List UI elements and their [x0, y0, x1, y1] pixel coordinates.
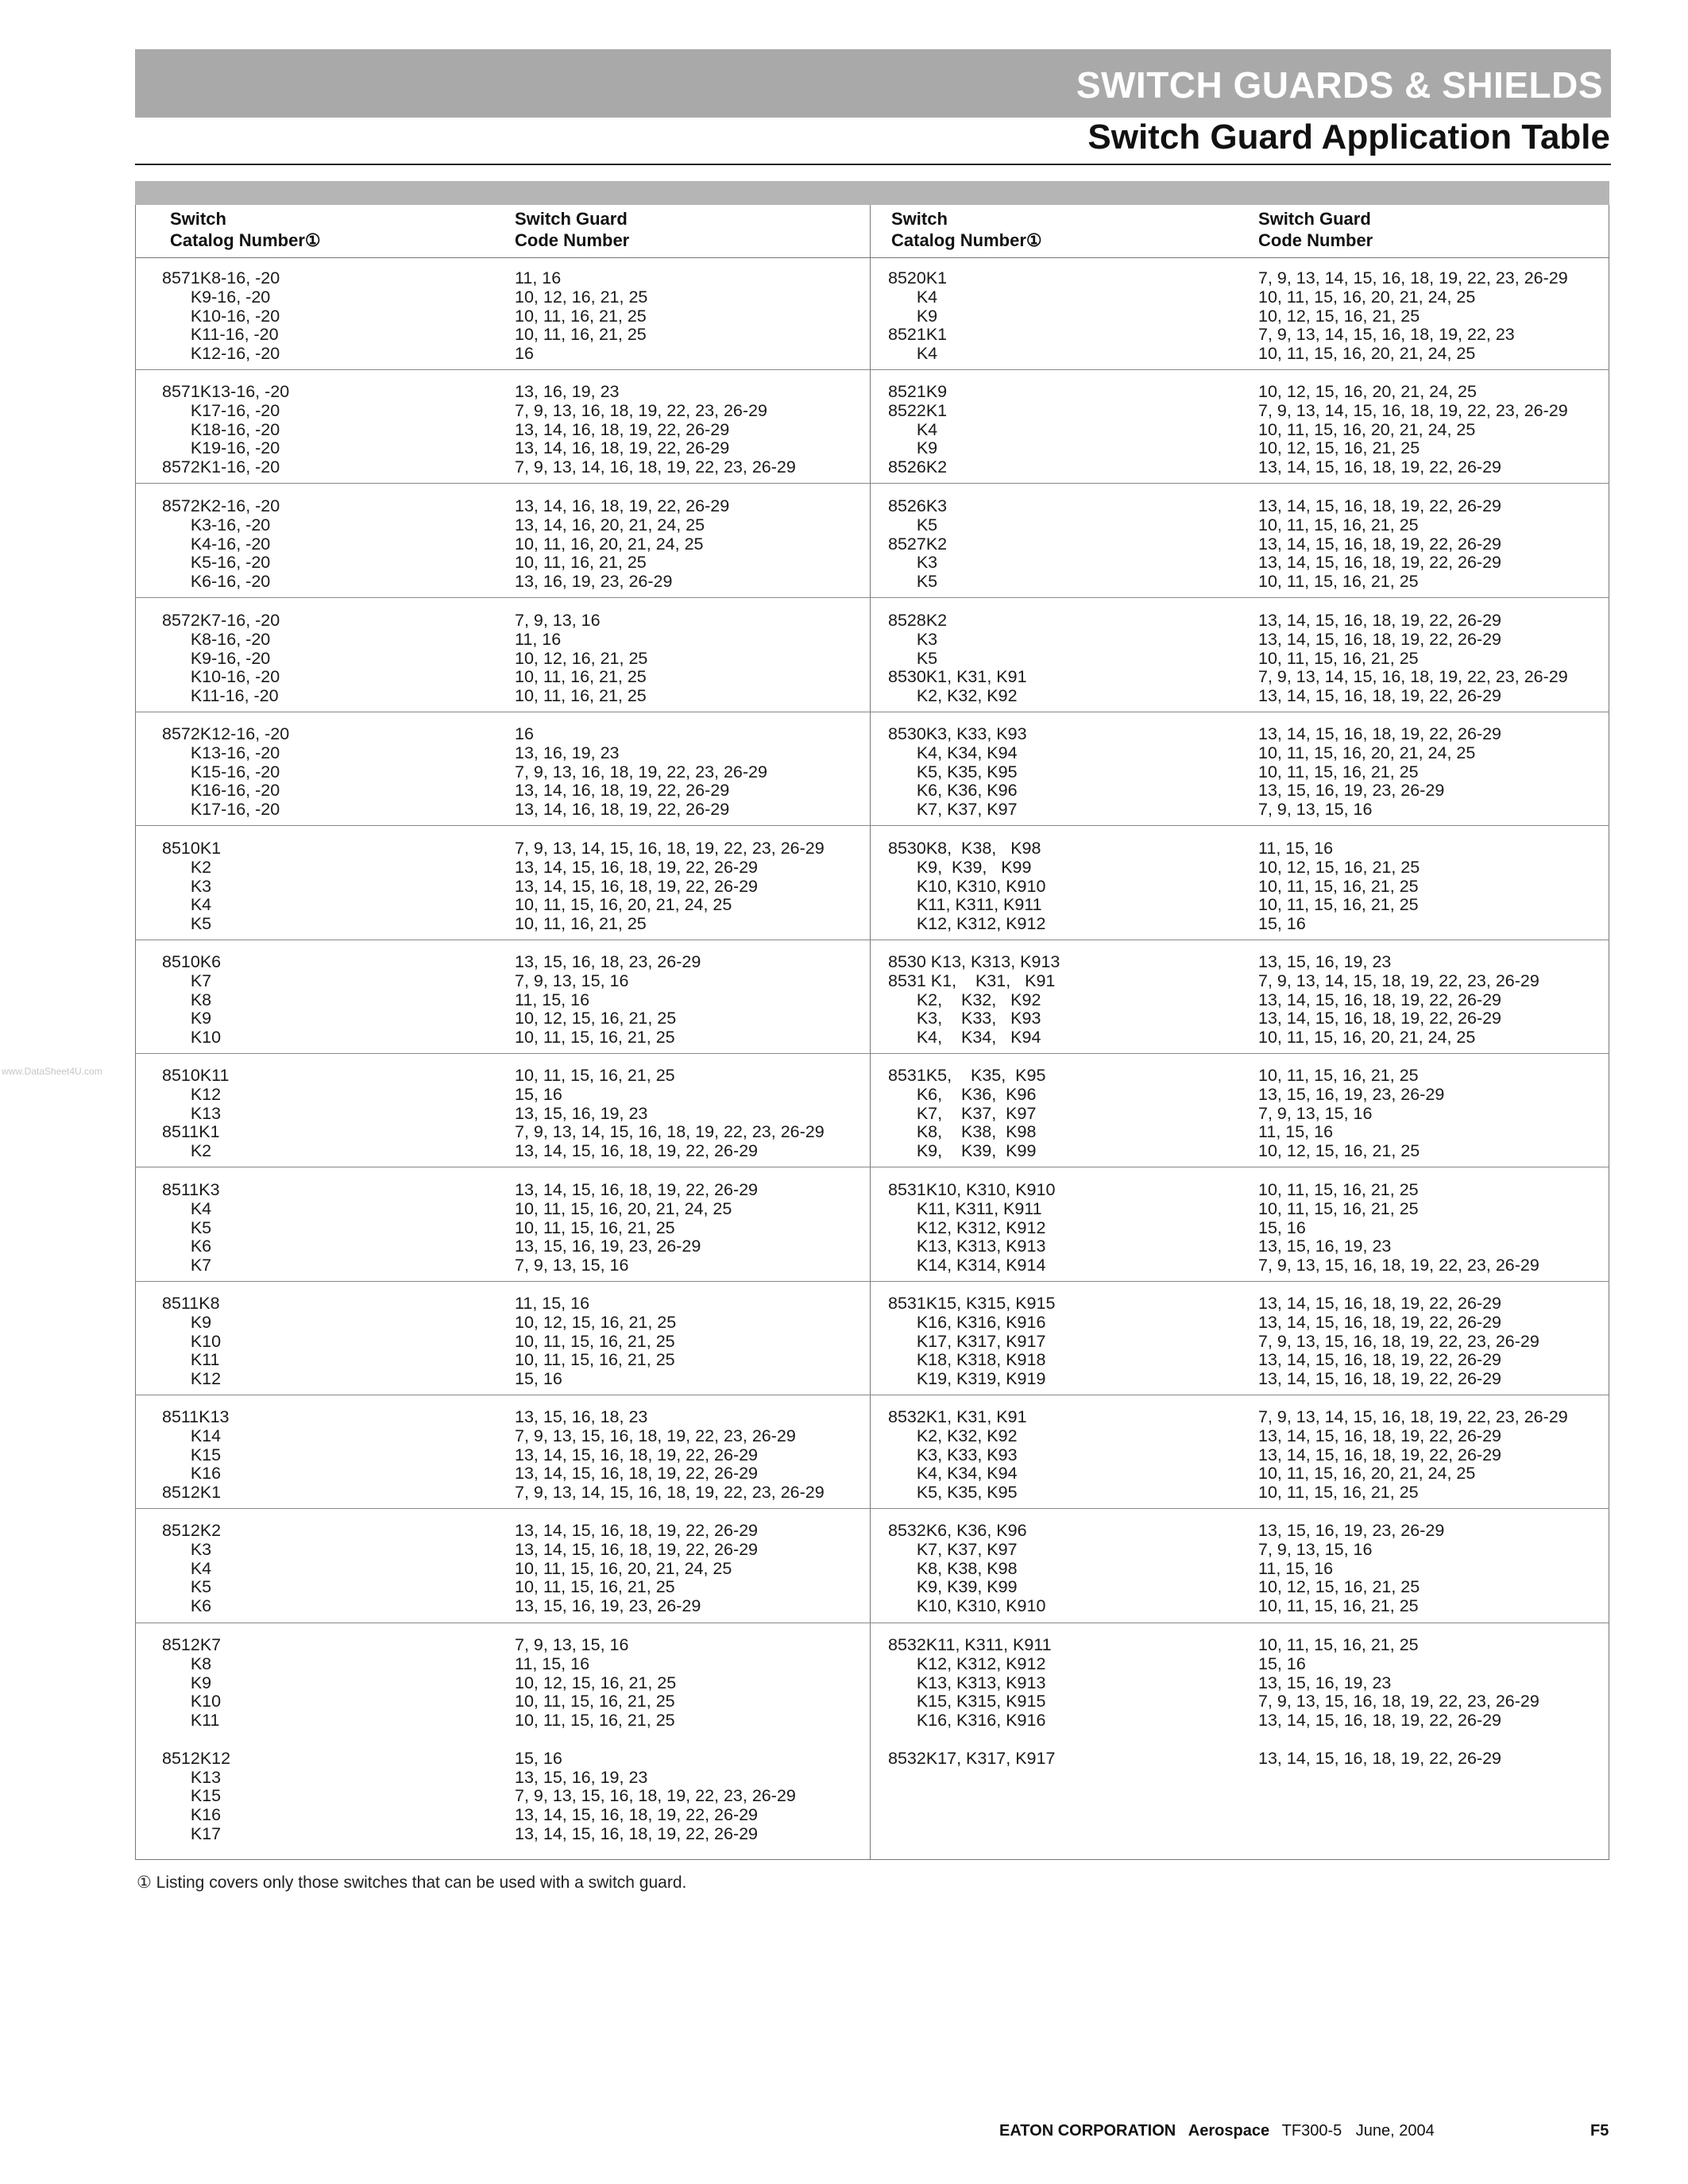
table-cell-codes-left: 7, 9, 13, 16 11, 16 10, 12, 16, 21, 25 10, 11, 16, 21, 25 10, 11, 16, 21, 25	[515, 611, 648, 706]
table-cell-codes-left: 13, 14, 16, 18, 19, 22, 26-29 13, 14, 16, 20, 21, 24, 25 10, 11, 16, 20, 21, 24, 25 10, 11, 16, 21, 25 13, 16, 19, 23, 26-29	[515, 496, 730, 592]
table-cell-catalog-left: 8510K1 K2 K3 K4 K5	[162, 839, 222, 934]
table-cell-catalog-left: 8572K7-16, -20 K8-16, -20 K9-16, -20 K10-16, -20 K11-16, -20	[162, 611, 280, 706]
header-switch-catalog-right: Switch Catalog Number①	[891, 209, 1042, 250]
table-cell-codes-left: 13, 14, 15, 16, 18, 19, 22, 26-29 10, 11, 15, 16, 20, 21, 24, 25 10, 11, 15, 16, 21, 25 13, 15, 16, 19, 23, 26-29 7, 9, 13, 15, 16	[515, 1180, 759, 1275]
group-divider	[135, 483, 1609, 484]
table-cell-codes-left: 13, 16, 19, 23 7, 9, 13, 16, 18, 19, 22, 23, 26-29 13, 14, 16, 18, 19, 22, 26-29 13, 14, 16, 18, 19, 22, 26-29 7, 9, 13, 14, 16, 18, 19, 22, 23, 26-29	[515, 382, 796, 477]
group-divider	[135, 1053, 1609, 1054]
table-cell-catalog-left: 8511K3 K4 K5 K6 K7	[162, 1180, 220, 1275]
footnote: ① Listing covers only those switches that can be used with a switch guard.	[137, 1873, 687, 1892]
table-cell-catalog-left: 8511K13 K14 K15 K16 8512K1	[162, 1407, 230, 1503]
table-cell-catalog-left: 8512K7 K8 K9 K10 K11 8512K12 K13 K15 K16 K17	[162, 1635, 231, 1843]
table-cell-codes-left: 7, 9, 13, 14, 15, 16, 18, 19, 22, 23, 26-29 13, 14, 15, 16, 18, 19, 22, 26-29 13, 14, 15, 16, 18, 19, 22, 26-29 10, 11, 15, 16, 20, 21, 24, 25 10, 11, 16, 21, 25	[515, 839, 825, 934]
table-cell-catalog-left: 8512K2 K3 K4 K5 K6	[162, 1521, 222, 1616]
page-title: Switch Guard Application Table	[1087, 118, 1610, 156]
footer-division: Aerospace	[1188, 2122, 1270, 2140]
footer-company-name: EATON CORPORATION	[999, 2122, 1176, 2140]
table-center-divider	[870, 205, 871, 1860]
header-band	[135, 49, 1611, 118]
table-cell-catalog-right: 8532K1, K31, K91 K2, K32, K92 K3, K33, K93 K4, K34, K94 K5, K35, K95	[888, 1407, 1027, 1503]
table-cell-codes-right: 10, 12, 15, 16, 20, 21, 24, 25 7, 9, 13, 14, 15, 16, 18, 19, 22, 23, 26-29 10, 11, 15, 16, 20, 21, 24, 25 10, 12, 15, 16, 21, 25 13, 14, 15, 16, 18, 19, 22, 26-29	[1258, 382, 1568, 477]
table-cell-catalog-right: 8520K1 K4 K9 8521K1 K4	[888, 268, 948, 364]
table-cell-catalog-left: 8571K8-16, -20 K9-16, -20 K10-16, -20 K11-16, -20 K12-16, -20	[162, 268, 280, 364]
table-cell-catalog-right: 8531K5, K35, K95 K6, K36, K96 K7, K37, K97 K8, K38, K98 K9, K39, K99	[888, 1066, 1046, 1161]
table-cell-codes-right: 13, 15, 16, 19, 23 7, 9, 13, 14, 15, 18, 19, 22, 23, 26-29 13, 14, 15, 16, 18, 19, 22, 26-29 13, 14, 15, 16, 18, 19, 22, 26-29 10, 11, 15, 16, 20, 21, 24, 25	[1258, 952, 1539, 1048]
section-title: SWITCH GUARDS & SHIELDS	[1076, 64, 1603, 106]
table-cell-catalog-right: 8530K8, K38, K98 K9, K39, K99 K10, K310, K910 K11, K311, K911 K12, K312, K912	[888, 839, 1046, 934]
header-guard-code-left: Switch Guard Code Number	[515, 209, 630, 250]
group-divider	[135, 369, 1609, 370]
table-cell-catalog-right: 8531K10, K310, K910 K11, K311, K911 K12, K312, K912 K13, K313, K913 K14, K314, K914	[888, 1180, 1056, 1275]
table-cell-codes-right: 13, 14, 15, 16, 18, 19, 22, 26-29 10, 11, 15, 16, 20, 21, 24, 25 10, 11, 15, 16, 21, 25 13, 15, 16, 19, 23, 26-29 7, 9, 13, 15, 16	[1258, 724, 1502, 820]
table-cell-codes-right: 10, 11, 15, 16, 21, 25 10, 11, 15, 16, 21, 25 15, 16 13, 15, 16, 19, 23 7, 9, 13, 15, 16, 18, 19, 22, 23, 26-29	[1258, 1180, 1539, 1275]
footer-doc-number: TF300-5	[1281, 2122, 1342, 2140]
group-divider	[135, 1281, 1609, 1282]
table-cell-codes-right: 7, 9, 13, 14, 15, 16, 18, 19, 22, 23, 26-29 10, 11, 15, 16, 20, 21, 24, 25 10, 12, 15, 16, 21, 25 7, 9, 13, 14, 15, 16, 18, 19, 22, 23 10, 11, 15, 16, 20, 21, 24, 25	[1258, 268, 1568, 364]
footer-company	[999, 2122, 1435, 2140]
table-cell-codes-right: 13, 14, 15, 16, 18, 19, 22, 26-29 13, 14, 15, 16, 18, 19, 22, 26-29 10, 11, 15, 16, 21, 25 7, 9, 13, 14, 15, 16, 18, 19, 22, 23, 26-29 13, 14, 15, 16, 18, 19, 22, 26-29	[1258, 611, 1568, 706]
footer-date: June, 2004	[1355, 2122, 1435, 2140]
table-cell-codes-left: 10, 11, 15, 16, 21, 25 15, 16 13, 15, 16, 19, 23 7, 9, 13, 14, 15, 16, 18, 19, 22, 23, 26-29 13, 14, 15, 16, 18, 19, 22, 26-29	[515, 1066, 825, 1161]
table-cell-catalog-left: 8572K12-16, -20 K13-16, -20 K15-16, -20 K16-16, -20 K17-16, -20	[162, 724, 290, 820]
table-cell-codes-left: 13, 14, 15, 16, 18, 19, 22, 26-29 13, 14, 15, 16, 18, 19, 22, 26-29 10, 11, 15, 16, 20, 21, 24, 25 10, 11, 15, 16, 21, 25 13, 15, 16, 19, 23, 26-29	[515, 1521, 759, 1616]
table-cell-catalog-left: 8511K8 K9 K10 K11 K12	[162, 1294, 222, 1389]
table-cell-codes-left: 16 13, 16, 19, 23 7, 9, 13, 16, 18, 19, 22, 23, 26-29 13, 14, 16, 18, 19, 22, 26-29 13, 14, 16, 18, 19, 22, 26-29	[515, 724, 767, 820]
table-cell-catalog-left: 8571K13-16, -20 K17-16, -20 K18-16, -20 K19-16, -20 8572K1-16, -20	[162, 382, 290, 477]
table-cell-catalog-right: 8521K9 8522K1 K4 K9 8526K2	[888, 382, 948, 477]
table-cell-codes-left: 13, 15, 16, 18, 23 7, 9, 13, 15, 16, 18, 19, 22, 23, 26-29 13, 14, 15, 16, 18, 19, 22, 26-29 13, 14, 15, 16, 18, 19, 22, 26-29 7, 9, 13, 14, 15, 16, 18, 19, 22, 23, 26-29	[515, 1407, 825, 1503]
table-cell-codes-right: 10, 11, 15, 16, 21, 25 15, 16 13, 15, 16, 19, 23 7, 9, 13, 15, 16, 18, 19, 22, 23, 26-29 13, 14, 15, 16, 18, 19, 22, 26-29 13, 14, 15, 16, 18, 19, 22, 26-29	[1258, 1635, 1539, 1768]
table-cell-codes-right: 13, 15, 16, 19, 23, 26-29 7, 9, 13, 15, 16 11, 15, 16 10, 12, 15, 16, 21, 25 10, 11, 15, 16, 21, 25	[1258, 1521, 1445, 1616]
table-top-bar	[135, 181, 1609, 205]
table-cell-catalog-right: 8530 K13, K313, K913 8531 K1, K31, K91 K2, K32, K92 K3, K33, K93 K4, K34, K94	[888, 952, 1060, 1048]
table-cell-codes-right: 13, 14, 15, 16, 18, 19, 22, 26-29 13, 14, 15, 16, 18, 19, 22, 26-29 7, 9, 13, 15, 16, 18, 19, 22, 23, 26-29 13, 14, 15, 16, 18, 19, 22, 26-29 13, 14, 15, 16, 18, 19, 22, 26-29	[1258, 1294, 1539, 1389]
table-cell-catalog-left: 8510K11 K12 K13 8511K1 K2	[162, 1066, 230, 1161]
table-cell-codes-right: 7, 9, 13, 14, 15, 16, 18, 19, 22, 23, 26-29 13, 14, 15, 16, 18, 19, 22, 26-29 13, 14, 15, 16, 18, 19, 22, 26-29 10, 11, 15, 16, 20, 21, 24, 25 10, 11, 15, 16, 21, 25	[1258, 1407, 1568, 1503]
table-cell-codes-right: 10, 11, 15, 16, 21, 25 13, 15, 16, 19, 23, 26-29 7, 9, 13, 15, 16 11, 15, 16 10, 12, 15, 16, 21, 25	[1258, 1066, 1445, 1161]
table-cell-codes-left: 11, 15, 16 10, 12, 15, 16, 21, 25 10, 11, 15, 16, 21, 25 10, 11, 15, 16, 21, 25 15, 16	[515, 1294, 677, 1389]
table-cell-catalog-right: 8526K3 K5 8527K2 K3 K5	[888, 496, 948, 592]
table-cell-catalog-left: 8572K2-16, -20 K3-16, -20 K4-16, -20 K5-16, -20 K6-16, -20	[162, 496, 280, 592]
table-cell-codes-left: 11, 16 10, 12, 16, 21, 25 10, 11, 16, 21, 25 10, 11, 16, 21, 25 16	[515, 268, 648, 364]
watermark: www.DataSheet4U.com	[2, 1066, 102, 1077]
table-cell-catalog-right: 8530K3, K33, K93 K4, K34, K94 K5, K35, K95 K6, K36, K96 K7, K37, K97	[888, 724, 1027, 820]
table-cell-codes-left: 13, 15, 16, 18, 23, 26-29 7, 9, 13, 15, 16 11, 15, 16 10, 12, 15, 16, 21, 25 10, 11, 15, 16, 21, 25	[515, 952, 701, 1048]
group-divider	[135, 597, 1609, 598]
header-guard-code-right: Switch Guard Code Number	[1258, 209, 1373, 250]
table-cell-catalog-left: 8510K6 K7 K8 K9 K10	[162, 952, 222, 1048]
table-cell-catalog-right: 8531K15, K315, K915 K16, K316, K916 K17, K317, K917 K18, K318, K918 K19, K319, K919	[888, 1294, 1056, 1389]
header-switch-catalog-left: Switch Catalog Number①	[170, 209, 321, 250]
page-number: F5	[1590, 2122, 1609, 2140]
group-divider	[135, 825, 1609, 826]
table-cell-catalog-right: 8532K6, K36, K96 K7, K37, K97 K8, K38, K98 K9, K39, K99 K10, K310, K910	[888, 1521, 1046, 1616]
table-cell-codes-right: 13, 14, 15, 16, 18, 19, 22, 26-29 10, 11, 15, 16, 21, 25 13, 14, 15, 16, 18, 19, 22, 26-29 13, 14, 15, 16, 18, 19, 22, 26-29 10, 11, 15, 16, 21, 25	[1258, 496, 1502, 592]
table-cell-codes-left: 7, 9, 13, 15, 16 11, 15, 16 10, 12, 15, 16, 21, 25 10, 11, 15, 16, 21, 25 10, 11, 15, 16, 21, 25 15, 16 13, 15, 16, 19, 23 7, 9, 13, 15, 16, 18, 19, 22, 23, 26-29 13, 14, 15, 16, 18, 19, 22, 26-29 13, 14, 15, 16, 18, 19, 22, 26-29	[515, 1635, 796, 1843]
title-rule	[135, 164, 1611, 165]
table-cell-codes-right: 11, 15, 16 10, 12, 15, 16, 21, 25 10, 11, 15, 16, 21, 25 10, 11, 15, 16, 21, 25 15, 16	[1258, 839, 1420, 934]
group-divider	[135, 1508, 1609, 1509]
table-cell-catalog-right: 8532K11, K311, K911 K12, K312, K912 K13, K313, K913 K15, K315, K915 K16, K316, K916 8532K17, K317, K917	[888, 1635, 1056, 1768]
header-rule	[135, 257, 1609, 258]
table-cell-catalog-right: 8528K2 K3 K5 8530K1, K31, K91 K2, K32, K92	[888, 611, 1027, 706]
